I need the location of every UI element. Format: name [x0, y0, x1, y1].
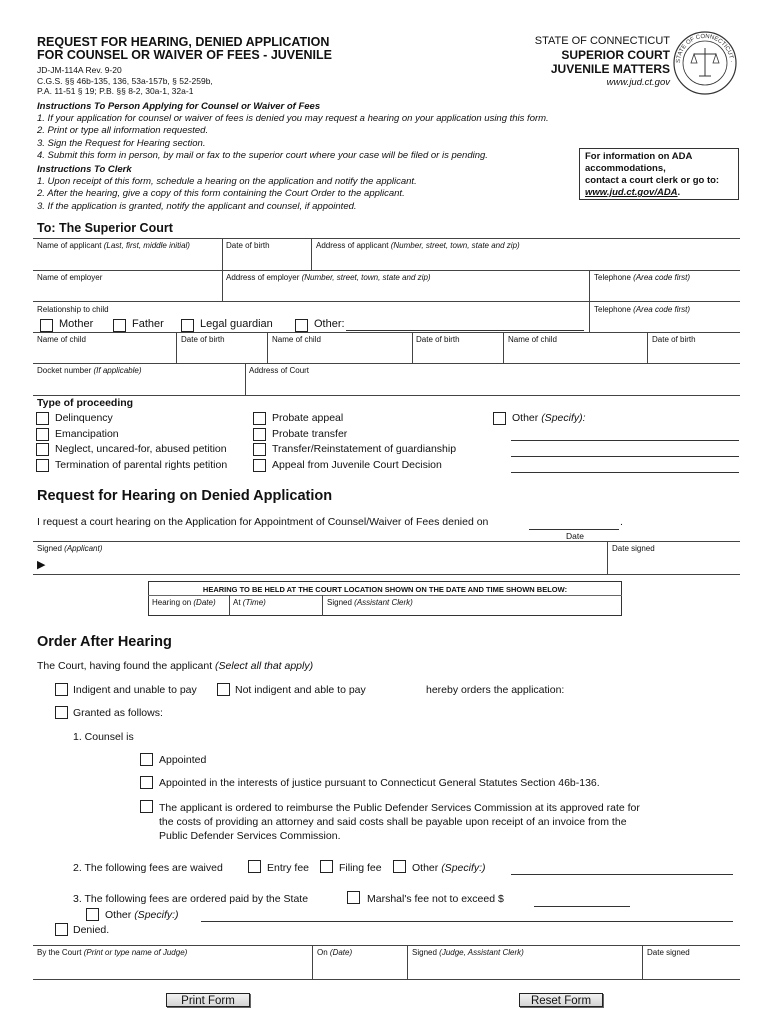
guardianship-checkbox[interactable]	[253, 443, 266, 456]
child2-dob-label: Date of birth	[416, 335, 460, 344]
indigent-checkbox[interactable]	[55, 683, 68, 696]
ada-info-box: For information on ADA accommodations, contact a court clerk or go to: www.jud.ct.gov/ADA.	[579, 148, 739, 200]
juvenile-appeal-checkbox[interactable]	[253, 459, 266, 472]
other-relationship-input[interactable]	[346, 330, 584, 331]
statutes-line2: P.A. 11-51 § 19; P.B. §§ 8-2, 30a-1, 32a-1	[37, 86, 194, 96]
court-address-label: Address of Court	[249, 366, 310, 375]
proceeding-heading: Type of proceeding	[37, 397, 134, 409]
applicant-date-signed-field[interactable]	[609, 554, 739, 573]
emancipation-label: Emancipation	[55, 428, 119, 440]
child2-dob-field[interactable]	[413, 345, 502, 362]
fees-waived-label: 2. The following fees are waived	[73, 862, 223, 874]
website: www.jud.ct.gov	[606, 77, 670, 88]
reimburse-text: The applicant is ordered to reimburse the Public Defender Services Commission at its approved rate for the costs of providing an attorney and said costs shall be payable upon receipt of an invoice from the Public Defender Services Commission.	[159, 802, 640, 842]
child1-name-field[interactable]	[34, 345, 175, 362]
order-date-field[interactable]	[313, 958, 406, 978]
appointed-label: Appointed	[159, 754, 207, 766]
clerk-instruction-3: 3. If the application is granted, notify the applicant and counsel, if appointed.	[37, 200, 357, 212]
applicant-dob-field[interactable]	[223, 251, 310, 269]
probate-transfer-checkbox[interactable]	[253, 428, 266, 441]
print-form-button[interactable]: Print Form	[166, 993, 250, 1007]
order-intro: The Court, having found the applicant (Select all that apply)	[37, 660, 314, 672]
filing-fee-checkbox[interactable]	[320, 860, 333, 873]
court-name: SUPERIOR COURT	[561, 48, 670, 62]
order-date-label: On (Date)	[317, 948, 353, 957]
other-fee-input[interactable]	[511, 874, 733, 875]
legal-guardian-checkbox[interactable]	[181, 319, 194, 332]
appointed-checkbox[interactable]	[140, 753, 153, 766]
neglect-label: Neglect, uncared-for, abused petition	[55, 443, 227, 455]
court-address-field[interactable]	[246, 376, 739, 394]
employer-address-label: Address of employer (Number, street, town, state and zip)	[226, 273, 431, 282]
entry-fee-label: Entry fee	[267, 862, 310, 874]
guardianship-label: Transfer/Reinstatement of guardianship	[272, 443, 457, 455]
request-text: I request a court hearing on the Application for Appointment of Counsel/Waiver of Fees denied on	[37, 516, 489, 528]
applicant-instructions-heading: Instructions To Person Applying for Counsel or Waiver of Fees	[37, 101, 321, 112]
applicant-address-label: Address of applicant (Number, street, town, state and zip)	[316, 241, 520, 250]
applicant-instruction-4: 4. Submit this form in person, by mail or fax to the superior court where your case will be filed or is pending.	[37, 149, 488, 161]
child2-name-field[interactable]	[268, 345, 411, 362]
father-checkbox[interactable]	[113, 319, 126, 332]
judge-date-signed-field[interactable]	[643, 958, 739, 978]
form-title-line2: FOR COUNSEL OR WAIVER OF FEES - JUVENILE	[37, 48, 332, 62]
form-title-line1: REQUEST FOR HEARING, DENIED APPLICATION	[37, 35, 330, 49]
reset-form-button[interactable]: Reset Form	[519, 993, 603, 1007]
clerk-instructions-heading: Instructions To Clerk	[37, 164, 132, 176]
probate-appeal-label: Probate appeal	[272, 412, 344, 424]
statutes-line1: C.G.S. §§ 46b-135, 136, 53a-157b, § 52-259b,	[37, 75, 213, 86]
not-indigent-checkbox[interactable]	[217, 683, 230, 696]
legal-guardian-label: Legal guardian	[200, 318, 273, 330]
other-relationship-checkbox[interactable]	[295, 319, 308, 332]
clerk-signed-label: Signed (Assistant Clerk)	[327, 598, 413, 607]
appointed-interest-label: Appointed in the interests of justice pursuant to Connecticut General Statutes Section 46b-136.	[159, 777, 600, 789]
judicial-seal	[672, 30, 738, 96]
fees-state-label: 3. The following fees are ordered paid by the State	[73, 893, 309, 905]
date-caption: Date	[566, 531, 584, 541]
svg-text:STATE OF CONNECTICUT · JUDICIA: STATE OF CONNECTICUT ·	[675, 33, 735, 64]
applicant-name-field[interactable]	[34, 251, 221, 269]
other-fee-label: Other (Specify:)	[412, 862, 486, 874]
child3-dob-label: Date of birth	[652, 335, 696, 344]
telephone2-label: Telephone (Area code first)	[594, 305, 691, 314]
judge-date-signed-label: Date signed	[647, 948, 690, 957]
other2-input[interactable]	[201, 921, 733, 922]
judge-signed-label: Signed (Judge, Assistant Clerk)	[412, 948, 524, 957]
judge-name-field[interactable]	[34, 958, 311, 978]
marshal-fee-checkbox[interactable]	[347, 891, 360, 904]
ada-link[interactable]: www.jud.ct.gov/ADA	[585, 187, 678, 198]
denied-checkbox[interactable]	[55, 923, 68, 936]
child1-dob-label: Date of birth	[181, 335, 225, 344]
ada-line3: contact a court clerk or go to:	[585, 175, 720, 186]
father-label: Father	[132, 318, 164, 330]
other-proceeding-label: Other (Specify):	[512, 412, 586, 424]
by-court-label: By the Court (Print or type name of Judge)	[37, 948, 188, 957]
granted-label: Granted as follows:	[73, 707, 163, 719]
hereby-orders-text: hereby orders the application:	[426, 684, 565, 696]
matters-name: JUVENILE MATTERS	[550, 62, 670, 76]
clerk-instruction-1: 1. Upon receipt of this form, schedule a hearing on the application and notify the applicant.	[37, 176, 417, 188]
hearing-time-label: At (Time)	[233, 598, 266, 607]
probate-transfer-label: Probate transfer	[272, 428, 348, 440]
applicant-instruction-1: 1. If your application for counsel or waiver of fees is denied you may request a hearing on your application using this form.	[37, 113, 549, 125]
applicant-date-signed-label: Date signed	[612, 544, 655, 553]
probate-appeal-checkbox[interactable]	[253, 412, 266, 425]
entry-fee-checkbox[interactable]	[248, 860, 261, 873]
child2-name-label: Name of child	[272, 335, 321, 344]
delinquency-label: Delinquency	[55, 412, 113, 424]
hearing-date-label: Hearing on (Date)	[152, 598, 216, 607]
emancipation-checkbox[interactable]	[36, 428, 49, 441]
other2-label: Other (Specify:)	[105, 909, 179, 921]
telephone-label: Telephone (Area code first)	[594, 273, 691, 282]
to-court-heading: To: The Superior Court	[37, 221, 173, 235]
marshal-fee-label: Marshal's fee not to exceed $	[367, 893, 504, 905]
other-proceeding-line1[interactable]	[511, 440, 739, 441]
neglect-checkbox[interactable]	[36, 443, 49, 456]
ada-line2: accommodations,	[585, 163, 666, 174]
denied-date-input[interactable]	[529, 529, 619, 530]
judge-signature-field[interactable]	[408, 958, 641, 978]
child3-name-field[interactable]	[504, 345, 646, 362]
indigent-label: Indigent and unable to pay	[73, 684, 197, 696]
filing-fee-label: Filing fee	[339, 862, 382, 874]
child3-name-label: Name of child	[508, 335, 557, 344]
employer-telephone-field[interactable]	[590, 283, 739, 300]
juvenile-appeal-label: Appeal from Juvenile Court Decision	[272, 459, 442, 471]
child1-dob-field[interactable]	[177, 345, 266, 362]
other-proceeding-checkbox[interactable]	[493, 412, 506, 425]
mother-label: Mother	[59, 318, 94, 330]
applicant-signature-field[interactable]	[50, 554, 605, 573]
denied-label: Denied.	[73, 924, 110, 936]
marshal-fee-input[interactable]	[534, 906, 630, 907]
mother-checkbox[interactable]	[40, 319, 53, 332]
other-fee-checkbox[interactable]	[393, 860, 406, 873]
form-number: JD-JM-114A Rev. 9-20	[37, 65, 122, 75]
appointed-interest-checkbox[interactable]	[140, 776, 153, 789]
applicant-address-field[interactable]	[312, 251, 739, 269]
employer-address-field[interactable]	[223, 283, 588, 300]
clerk-instruction-2: 2. After the hearing, give a copy of this form containing the Court Order to the applicant.	[37, 188, 405, 200]
docket-field[interactable]	[34, 376, 244, 394]
other-proceeding-line2[interactable]	[511, 456, 739, 457]
hearing-heading: HEARING TO BE HELD AT THE COURT LOCATION SHOWN ON THE DATE AND TIME SHOWN BELOW:	[202, 585, 568, 594]
applicant-telephone-field[interactable]	[590, 314, 739, 331]
termination-label: Termination of parental rights petition	[55, 459, 228, 471]
not-indigent-label: Not indigent and able to pay	[235, 684, 366, 696]
state-name: STATE OF CONNECTICUT	[534, 35, 670, 47]
employer-name-field[interactable]	[34, 283, 221, 300]
applicant-instruction-2: 2. Print or type all information requested.	[37, 125, 209, 137]
employer-name-label: Name of employer	[37, 273, 103, 282]
other2-checkbox[interactable]	[86, 908, 99, 921]
signature-arrow-icon: ▶	[37, 559, 46, 571]
applicant-name-label: Name of applicant (Last, first, middle initial)	[37, 241, 190, 250]
applicant-signed-label: Signed (Applicant)	[37, 544, 103, 553]
applicant-dob-label: Date of birth	[226, 241, 270, 250]
docket-label: Docket number (If applicable)	[37, 366, 142, 375]
counsel-is-label: 1. Counsel is	[73, 731, 134, 743]
delinquency-checkbox[interactable]	[36, 412, 49, 425]
child1-name-label: Name of child	[37, 335, 86, 344]
termination-checkbox[interactable]	[36, 459, 49, 472]
other-relationship-label: Other:	[314, 318, 345, 330]
granted-checkbox[interactable]	[55, 706, 68, 719]
order-heading: Order After Hearing	[37, 634, 172, 650]
child3-dob-field[interactable]	[648, 345, 739, 362]
reimburse-checkbox[interactable]	[140, 800, 153, 813]
relationship-label: Relationship to child	[37, 305, 109, 314]
applicant-instruction-3: 3. Sign the Request for Hearing section.	[37, 137, 206, 149]
request-heading: Request for Hearing on Denied Application	[37, 488, 333, 504]
ada-line1: For information on ADA	[585, 151, 693, 162]
other-proceeding-line3[interactable]	[511, 472, 739, 473]
